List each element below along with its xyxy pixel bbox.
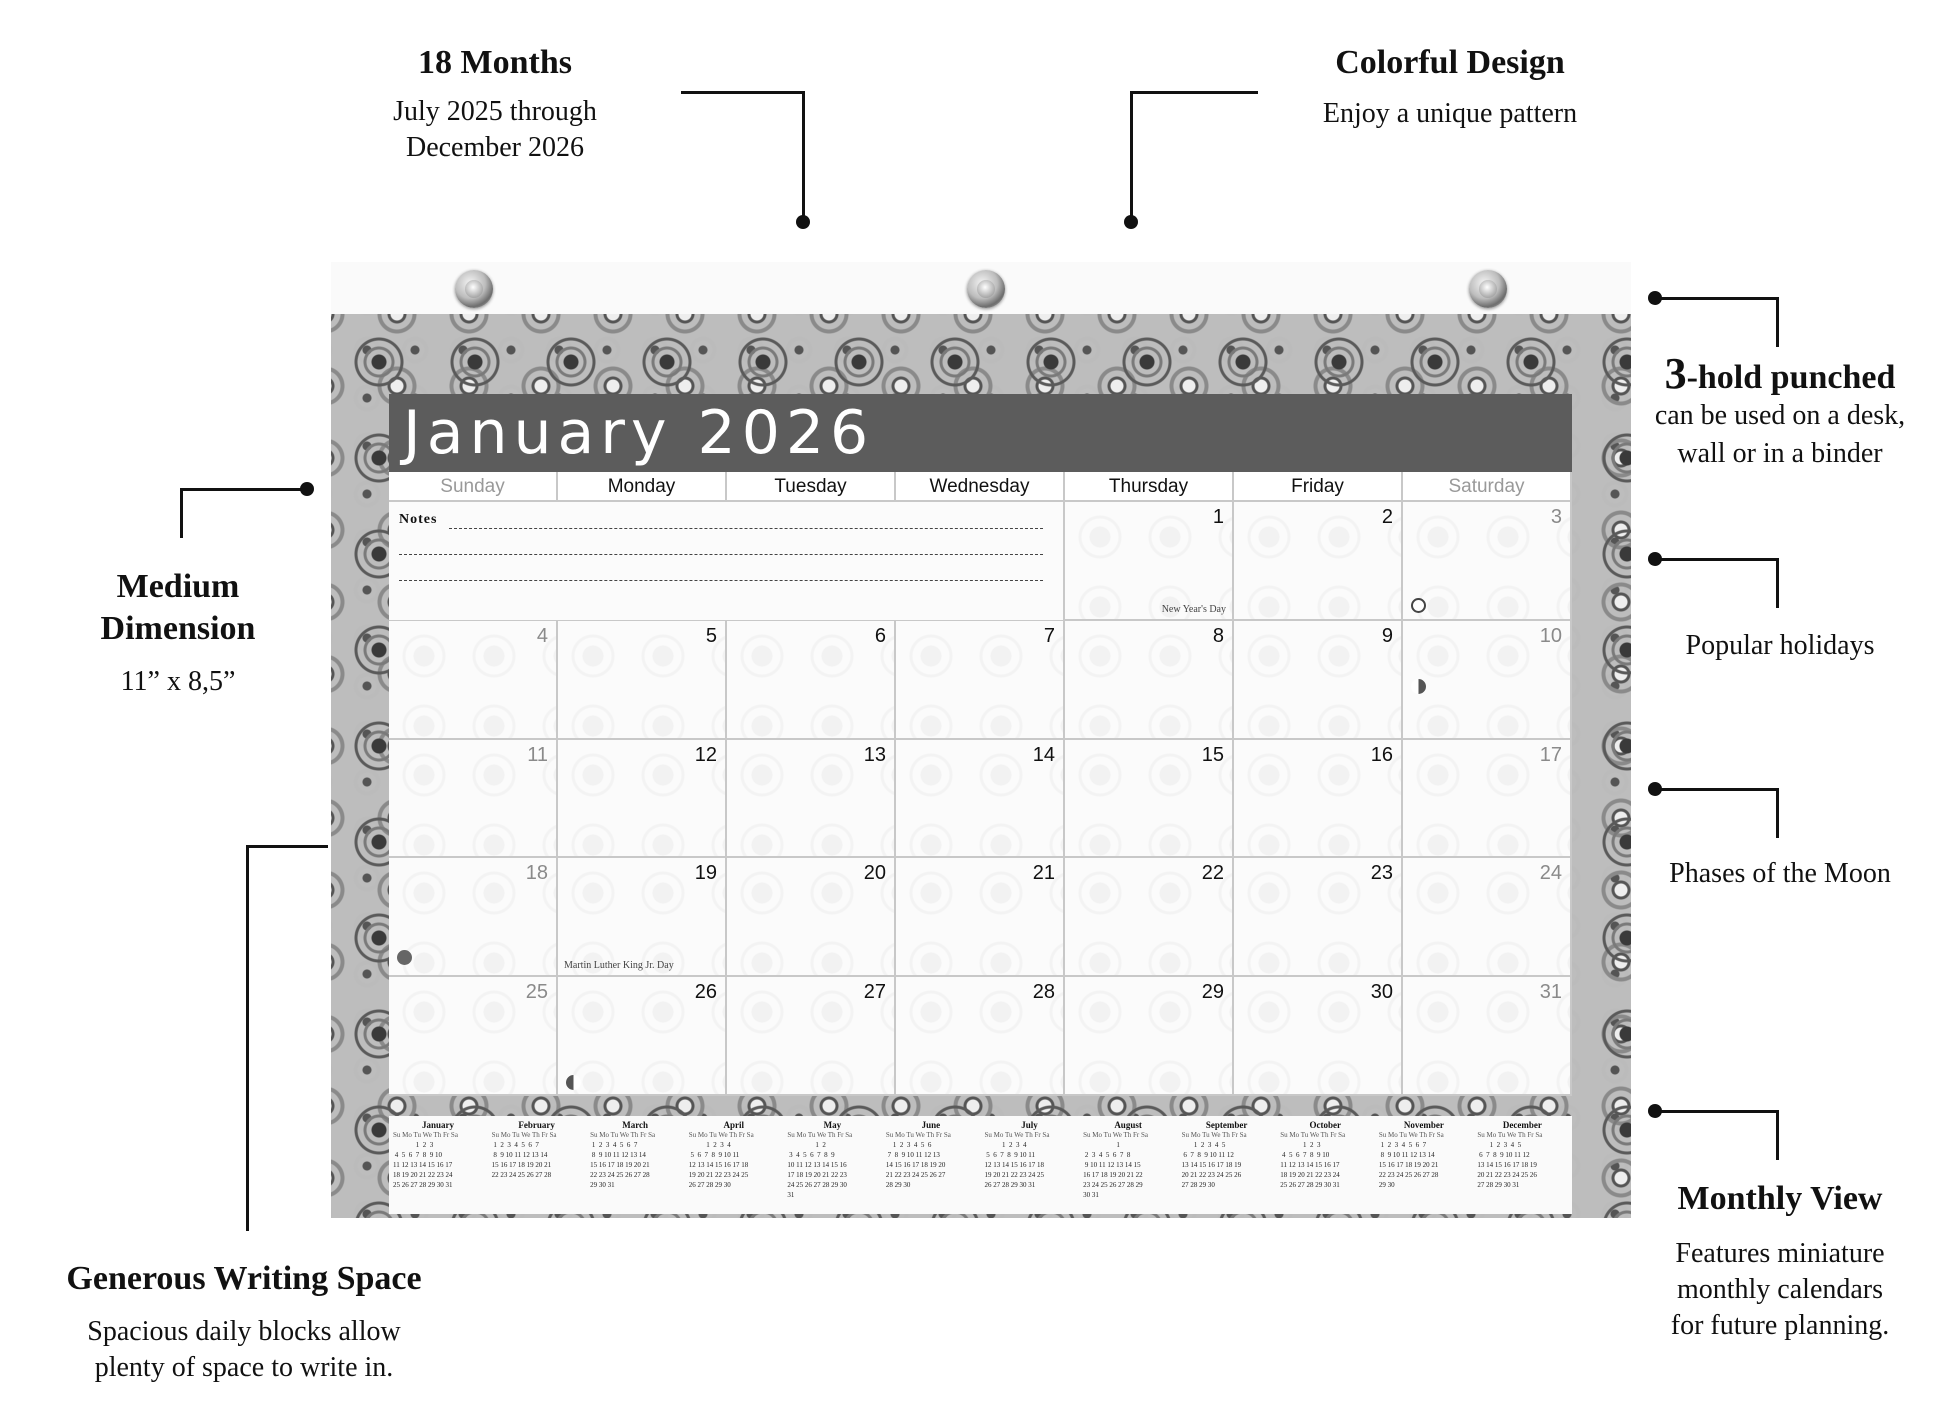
holidays-leader-v xyxy=(1776,558,1779,608)
month-header xyxy=(389,394,1572,472)
mini-week-row: 1 xyxy=(1083,1141,1120,1149)
mini-weekday-header: Su Mo Tu We Th Fr Sa xyxy=(984,1131,1050,1139)
day-number: 1 xyxy=(1212,506,1224,528)
mini-month xyxy=(393,1120,483,1212)
mini-month xyxy=(689,1120,779,1212)
mini-week-row: 1 2 3 xyxy=(393,1141,434,1149)
grommet-left xyxy=(455,270,493,308)
mini-month-name: May xyxy=(823,1120,842,1130)
mini-week-row: 12 13 14 15 16 17 18 xyxy=(984,1161,1044,1169)
mini-month xyxy=(985,1120,1075,1212)
day-number: 13 xyxy=(863,743,886,766)
day-number: 16 xyxy=(1370,743,1393,766)
day-cell[interactable] xyxy=(896,858,1065,977)
day-cell[interactable] xyxy=(389,977,558,1096)
writing-leader-v xyxy=(246,845,249,1231)
mini-week-row: 5 6 7 8 9 10 11 xyxy=(984,1151,1035,1159)
mini-week-row: 1 2 3 4 xyxy=(984,1141,1027,1149)
day-cell[interactable] xyxy=(1065,740,1234,859)
day-cell[interactable] xyxy=(896,740,1065,859)
design-line-1: Enjoy a unique pattern xyxy=(1322,98,1578,129)
day-cell[interactable] xyxy=(558,740,727,859)
day-cell[interactable] xyxy=(1403,858,1572,977)
mini-week-row: 5 6 7 8 9 10 11 xyxy=(688,1151,740,1159)
holidays-leader-h xyxy=(1655,558,1779,561)
mini-week-row: 31 xyxy=(787,1191,795,1199)
months-leader-dot xyxy=(796,215,810,229)
mini-weekday-header: Su Mo Tu We Th Fr Sa xyxy=(688,1131,754,1139)
day-cell[interactable] xyxy=(1234,977,1403,1096)
mini-week-row: 14 15 16 17 18 19 20 xyxy=(885,1161,946,1169)
mini-week-row: 1 2 3 4 xyxy=(688,1141,731,1149)
day-cell[interactable] xyxy=(727,977,896,1096)
mini-week-row: 28 29 30 xyxy=(885,1181,911,1189)
punched-leader-h xyxy=(1655,297,1779,300)
mini-week-row: 20 21 22 23 24 25 26 xyxy=(1181,1171,1242,1179)
day-number: 26 xyxy=(694,981,717,1004)
day-number: 8 xyxy=(1212,624,1224,647)
mini-week-row: 29 30 xyxy=(1378,1181,1395,1189)
design-leader-h xyxy=(1130,91,1258,94)
new-moon-icon xyxy=(397,950,412,965)
day-number: 11 xyxy=(527,743,548,766)
day-number: 15 xyxy=(1201,743,1224,766)
writing-title: Generous Writing Space xyxy=(66,1260,422,1297)
mini-week-row: 24 25 26 27 28 29 30 xyxy=(787,1181,847,1189)
mini-week-row: 22 23 24 25 26 27 28 xyxy=(1378,1171,1439,1179)
day-number: 22 xyxy=(1201,862,1224,885)
weekday-header: Thursday xyxy=(1065,472,1234,502)
writing-leader-h xyxy=(246,845,328,848)
day-number: 19 xyxy=(694,862,717,885)
month-title: January 2026 xyxy=(403,398,875,468)
moon-leader-h xyxy=(1655,788,1779,791)
day-number: 12 xyxy=(694,743,717,766)
last-quarter-moon-icon xyxy=(1411,679,1426,694)
mini-week-row: 2 3 4 5 6 7 8 xyxy=(1083,1151,1131,1159)
mini-week-row: 13 14 15 16 17 18 19 xyxy=(1181,1161,1242,1169)
mini-month-name: September xyxy=(1205,1120,1248,1130)
mini-weekday-header: Su Mo Tu We Th Fr Sa xyxy=(885,1131,951,1139)
holidays-leader-dot xyxy=(1648,552,1662,566)
mini-month-name: June xyxy=(921,1120,941,1130)
mini-month-name: July xyxy=(1021,1120,1038,1130)
day-number: 3 xyxy=(1550,506,1562,528)
calendar-top-strip xyxy=(331,262,1631,314)
day-number: 9 xyxy=(1381,624,1393,647)
day-cell[interactable] xyxy=(389,621,558,740)
first-quarter-moon-icon xyxy=(566,1075,581,1090)
grommet-right xyxy=(1469,270,1507,308)
mini-weekday-header: Su Mo Tu We Th Fr Sa xyxy=(393,1131,458,1139)
monthly-line-3: for future planning. xyxy=(1670,1310,1890,1341)
weekday-header: Friday xyxy=(1234,472,1403,502)
mini-week-row: 1 2 3 4 5 xyxy=(1181,1141,1226,1149)
mini-weekday-header: Su Mo Tu We Th Fr Sa xyxy=(590,1131,656,1139)
mini-week-row: 29 30 31 xyxy=(590,1181,615,1189)
day-number: 31 xyxy=(1539,981,1562,1004)
mini-week-row: 1 2 3 4 5 6 7 xyxy=(491,1141,539,1149)
mini-weekday-header: Su Mo Tu We Th Fr Sa xyxy=(1083,1131,1148,1139)
day-cell[interactable] xyxy=(1065,502,1234,621)
months-leader-v xyxy=(802,91,805,221)
mini-week-row: 1 2 3 4 5 6 xyxy=(885,1141,932,1149)
full-moon-icon xyxy=(1411,598,1426,613)
monthly-title: Monthly View xyxy=(1677,1180,1883,1217)
mini-month-name: December xyxy=(1502,1120,1542,1130)
mini-week-row: 11 12 13 14 15 16 17 xyxy=(393,1161,453,1169)
mini-week-row: 9 10 11 12 13 14 15 xyxy=(1083,1161,1141,1169)
day-cell[interactable] xyxy=(1403,502,1572,621)
mini-calendar-strip xyxy=(389,1116,1572,1214)
mini-week-row: 6 7 8 9 10 11 12 xyxy=(1477,1151,1530,1159)
monthly-leader-dot xyxy=(1648,1104,1662,1118)
punched-leader-v xyxy=(1776,297,1779,347)
day-number: 20 xyxy=(863,862,886,885)
punched-title-text: -hold punched xyxy=(1686,359,1896,396)
mini-week-row: 3 4 5 6 7 8 9 xyxy=(787,1151,835,1159)
months-line-2: December 2026 xyxy=(405,132,585,163)
day-number: 18 xyxy=(525,862,548,885)
day-cell[interactable] xyxy=(1065,977,1234,1096)
day-number: 2 xyxy=(1381,506,1393,528)
mini-month xyxy=(886,1120,976,1212)
weekday-header: Saturday xyxy=(1403,472,1572,502)
mini-week-row: 15 16 17 18 19 20 21 xyxy=(1378,1161,1439,1169)
day-number: 27 xyxy=(863,981,886,1004)
mini-weekday-header: Su Mo Tu We Th Fr Sa xyxy=(1378,1131,1444,1139)
mini-month xyxy=(1477,1120,1567,1212)
months-line-1: July 2025 through xyxy=(393,96,597,127)
mini-week-row: 27 28 29 30 31 xyxy=(1477,1181,1520,1189)
mini-month-name: August xyxy=(1114,1120,1142,1130)
mini-week-row: 1 2 3 4 5 6 7 xyxy=(590,1141,638,1149)
mini-month xyxy=(787,1120,877,1212)
mini-month xyxy=(1379,1120,1469,1212)
month-grid xyxy=(389,472,1572,1096)
dimension-leader-v xyxy=(180,488,183,538)
mini-month-name: January xyxy=(421,1120,454,1130)
dimension-title-2: Dimension xyxy=(100,610,256,647)
day-cell[interactable] xyxy=(558,858,727,977)
dimension-title-1: Medium xyxy=(116,568,240,605)
mini-week-row: 26 27 28 29 30 xyxy=(688,1181,731,1189)
mini-week-row: 8 9 10 11 12 13 14 xyxy=(1378,1151,1435,1159)
mini-week-row: 22 23 24 25 26 27 28 xyxy=(590,1171,650,1179)
monthly-leader-h xyxy=(1655,1110,1779,1113)
monthly-leader-v xyxy=(1776,1110,1779,1160)
day-cell[interactable] xyxy=(1065,858,1234,977)
weekday-header: Tuesday xyxy=(727,472,896,502)
day-number: 7 xyxy=(1043,624,1055,647)
dimension-line-1: 11” x 8,5” xyxy=(120,666,236,697)
mini-month-name: February xyxy=(518,1120,555,1130)
mini-weekday-header: Su Mo Tu We Th Fr Sa xyxy=(787,1131,853,1139)
writing-line-2: plenty of space to write in. xyxy=(94,1352,394,1383)
mini-week-row: 18 19 20 21 22 23 24 xyxy=(1280,1171,1340,1179)
monthly-line-1: Features miniature xyxy=(1675,1238,1885,1269)
design-leader-dot xyxy=(1124,215,1138,229)
pattern-border xyxy=(331,314,1631,1218)
mini-week-row: 1 2 3 4 5 6 7 xyxy=(1378,1141,1427,1149)
mini-week-row: 23 24 25 26 27 28 29 xyxy=(1083,1181,1143,1189)
punched-leader-dot xyxy=(1648,291,1662,305)
day-cell[interactable] xyxy=(1234,502,1403,621)
moon-leader-v xyxy=(1776,788,1779,838)
mini-week-row: 12 13 14 15 16 17 18 xyxy=(688,1161,749,1169)
day-cell[interactable] xyxy=(1403,977,1572,1096)
mini-week-row: 10 11 12 13 14 15 16 xyxy=(787,1161,847,1169)
punched-title-number: 3 xyxy=(1664,349,1687,398)
day-cell[interactable] xyxy=(896,977,1065,1096)
design-title: Colorful Design xyxy=(1335,44,1565,81)
mini-week-row: 19 20 21 22 23 24 25 xyxy=(688,1171,749,1179)
mini-week-row: 1 2 3 4 5 xyxy=(1477,1141,1522,1149)
day-cell[interactable] xyxy=(896,621,1065,740)
day-number: 17 xyxy=(1539,743,1562,766)
mini-month xyxy=(590,1120,680,1212)
notes-line xyxy=(449,528,1043,529)
mini-week-row: 25 26 27 28 29 30 31 xyxy=(1280,1181,1340,1189)
day-number: 23 xyxy=(1370,862,1393,885)
mini-month xyxy=(492,1120,582,1212)
mini-week-row: 8 9 10 11 12 13 14 xyxy=(590,1151,646,1159)
day-cell[interactable] xyxy=(1403,621,1572,740)
day-cell[interactable] xyxy=(1403,740,1572,859)
day-number: 24 xyxy=(1539,862,1562,885)
day-cell[interactable] xyxy=(1234,621,1403,740)
notes-line xyxy=(399,580,1043,581)
mini-weekday-header: Su Mo Tu We Th Fr Sa xyxy=(1280,1131,1346,1139)
mini-week-row: 7 8 9 10 11 12 13 xyxy=(885,1151,940,1159)
punched-line-2: wall or in a binder xyxy=(1677,438,1883,469)
moon-leader-dot xyxy=(1648,782,1662,796)
notes-label: Notes xyxy=(399,512,438,527)
notes-area[interactable] xyxy=(389,502,1065,622)
day-cell[interactable] xyxy=(389,858,558,977)
holiday-label: New Year's Day xyxy=(1161,603,1226,615)
mini-month xyxy=(1083,1120,1173,1212)
mini-week-row: 22 23 24 25 26 27 28 xyxy=(491,1171,552,1179)
mini-month-name: March xyxy=(622,1120,649,1130)
dimension-leader-dot xyxy=(300,482,314,496)
day-number: 28 xyxy=(1032,981,1055,1004)
mini-week-row: 25 26 27 28 29 30 31 xyxy=(393,1181,453,1189)
mini-week-row: 6 7 8 9 10 11 12 xyxy=(1181,1151,1234,1159)
holiday-label: Martin Luther King Jr. Day xyxy=(564,960,674,972)
weekday-header: Wednesday xyxy=(896,472,1065,502)
day-number: 5 xyxy=(705,624,717,647)
mini-week-row: 18 19 20 21 22 23 24 xyxy=(393,1171,453,1179)
mini-weekday-header: Su Mo Tu We Th Fr Sa xyxy=(1477,1131,1543,1139)
day-cell[interactable] xyxy=(727,858,896,977)
months-title: 18 Months xyxy=(418,44,572,81)
mini-week-row: 20 21 22 23 24 25 26 xyxy=(1477,1171,1537,1179)
day-number: 25 xyxy=(525,981,548,1004)
day-number: 30 xyxy=(1370,981,1393,1004)
mini-week-row: 27 28 29 30 xyxy=(1181,1181,1215,1189)
mini-week-row: 4 5 6 7 8 9 10 xyxy=(1280,1151,1330,1159)
day-cell[interactable] xyxy=(558,621,727,740)
mini-week-row: 1 2 xyxy=(787,1141,826,1149)
mini-week-row: 13 14 15 16 17 18 19 xyxy=(1477,1161,1537,1169)
holidays-line-1: Popular holidays xyxy=(1685,630,1875,661)
monthly-line-2: monthly calendars xyxy=(1676,1274,1884,1305)
day-cell[interactable] xyxy=(389,740,558,859)
day-number: 4 xyxy=(536,624,548,647)
mini-week-row: 4 5 6 7 8 9 10 xyxy=(393,1151,442,1159)
mini-week-row: 26 27 28 29 30 31 xyxy=(984,1181,1036,1189)
punched-title xyxy=(1620,348,1940,399)
day-number: 10 xyxy=(1539,624,1562,647)
mini-month-name: November xyxy=(1403,1120,1444,1130)
grommet-center xyxy=(967,270,1005,308)
mini-month xyxy=(1182,1120,1272,1212)
day-number: 29 xyxy=(1201,981,1224,1004)
mini-week-row: 15 16 17 18 19 20 21 xyxy=(491,1161,552,1169)
day-number: 21 xyxy=(1032,862,1055,885)
mini-week-row: 15 16 17 18 19 20 21 xyxy=(590,1161,650,1169)
mini-weekday-header: Su Mo Tu We Th Fr Sa xyxy=(1181,1131,1247,1139)
mini-week-row: 30 31 xyxy=(1083,1191,1099,1199)
writing-line-1: Spacious daily blocks allow xyxy=(87,1316,401,1347)
mini-week-row: 21 22 23 24 25 26 27 xyxy=(885,1171,946,1179)
weekday-header: Monday xyxy=(558,472,727,502)
day-cell[interactable] xyxy=(558,977,727,1096)
desk-calendar xyxy=(331,262,1631,1218)
day-cell[interactable] xyxy=(1234,740,1403,859)
day-number: 14 xyxy=(1032,743,1055,766)
punched-line-1: can be used on a desk, xyxy=(1654,400,1906,431)
mini-week-row: 8 9 10 11 12 13 14 xyxy=(491,1151,548,1159)
mini-month-name: October xyxy=(1309,1120,1341,1130)
mini-week-row: 11 12 13 14 15 16 17 xyxy=(1280,1161,1340,1169)
moon-line-1: Phases of the Moon xyxy=(1669,858,1891,889)
mini-week-row: 19 20 21 22 23 24 25 xyxy=(984,1171,1044,1179)
months-leader-h xyxy=(681,91,805,94)
day-cell[interactable] xyxy=(1065,621,1234,740)
mini-week-row: 17 18 19 20 21 22 23 xyxy=(787,1171,847,1179)
day-cell[interactable] xyxy=(727,740,896,859)
mini-month xyxy=(1280,1120,1370,1212)
mini-month-name: April xyxy=(723,1120,744,1130)
notes-line xyxy=(399,554,1043,555)
mini-week-row: 1 2 3 xyxy=(1280,1141,1321,1149)
mini-week-row: 16 17 18 19 20 21 22 xyxy=(1083,1171,1143,1179)
day-cell[interactable] xyxy=(727,621,896,740)
dimension-leader-h xyxy=(180,488,306,491)
day-number: 6 xyxy=(874,624,886,647)
design-leader-v xyxy=(1130,91,1133,221)
mini-weekday-header: Su Mo Tu We Th Fr Sa xyxy=(491,1131,557,1139)
day-cell[interactable] xyxy=(1234,858,1403,977)
weekday-header: Sunday xyxy=(389,472,558,502)
